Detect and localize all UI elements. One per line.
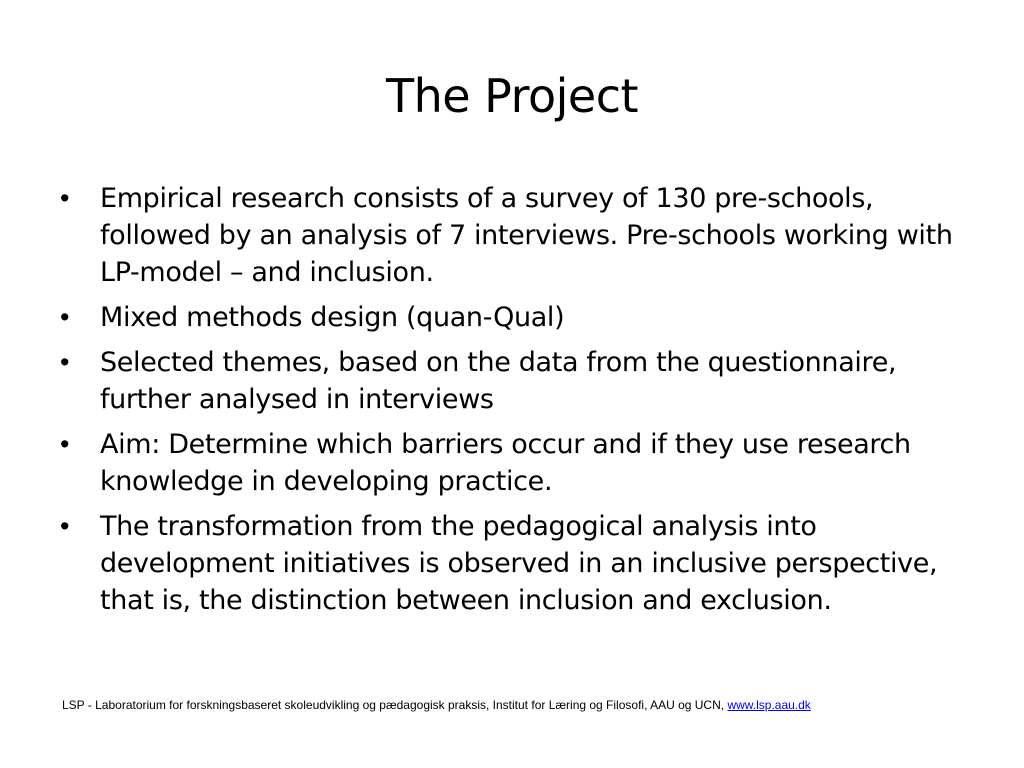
- footer-website-link[interactable]: www.lsp.aau.dk: [727, 698, 811, 712]
- bullet-text: Empirical research consists of a survey of 130 pre-schools, followed by an analysis of 7 interviews. Pre-schools working with LP-model – and inclusion.: [100, 183, 953, 288]
- bullet-icon: •: [60, 183, 70, 213]
- bullet-item: [60, 180, 960, 291]
- bullet-icon: •: [60, 302, 70, 332]
- bullet-item: [60, 426, 960, 500]
- bullet-text: Mixed methods design (quan-Qual): [100, 302, 565, 333]
- bullet-text: Selected themes, based on the data from the questionnaire, further analysed in interviews: [100, 347, 897, 415]
- bullet-text: The transformation from the pedagogical analysis into development initiatives is observed in an inclusive perspective, that is, the distinction between inclusion and exclusion.: [100, 511, 938, 616]
- bullet-icon: •: [60, 511, 70, 541]
- bullet-icon: •: [60, 347, 70, 377]
- bullet-icon: •: [60, 429, 70, 459]
- slide-footer: [62, 697, 1012, 713]
- bullet-item: [60, 508, 960, 619]
- bullet-item: [60, 344, 960, 418]
- bullet-list: [60, 180, 960, 627]
- bullet-item: [60, 299, 960, 336]
- slide-title: The Project: [385, 69, 639, 123]
- bullet-text: Aim: Determine which barriers occur and if they use research knowledge in developing practice.: [100, 429, 911, 497]
- footer-text: LSP - Laboratorium for forskningsbaseret skoleudvikling og pædagogisk praksis, Institut for Læring og Filosofi, AAU og UCN,: [62, 698, 728, 712]
